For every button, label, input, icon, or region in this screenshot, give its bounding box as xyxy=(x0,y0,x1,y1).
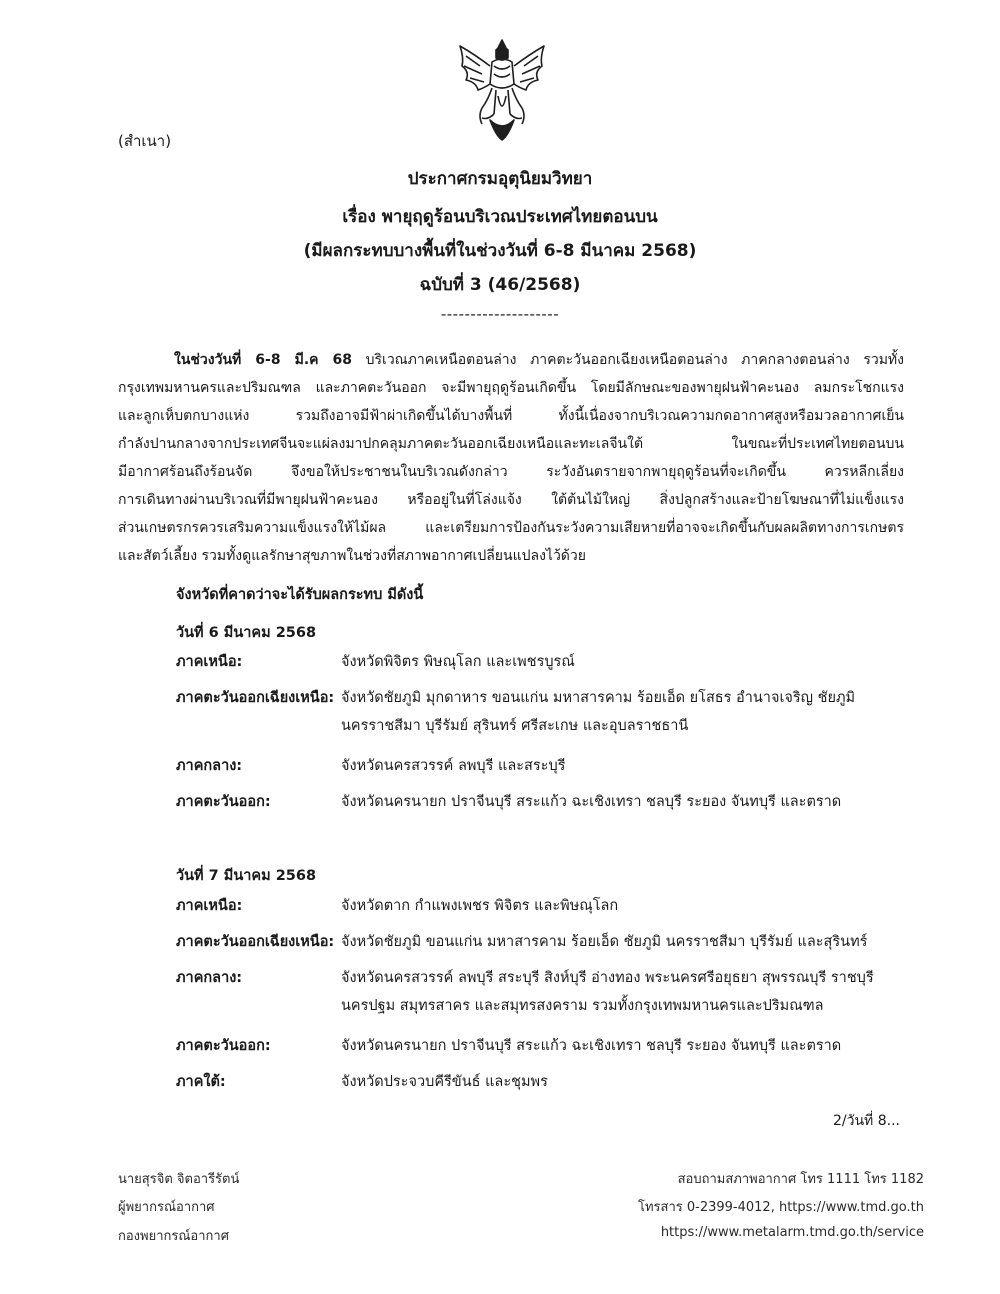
day7-north-label: ภาคเหนือ: xyxy=(176,898,243,914)
effect-period: (มีผลกระทบบางพื้นที่ในช่วงวันที่ 6-8 มีนาคม 2568) xyxy=(303,241,697,261)
body-line-4: กำลังปานกลางจากประเทศจีนจะแผ่ลงมาปกคลุมภาคตะวันออกเฉียงเหนือและทะเลจีนใต้ ในขณะที่ประเทศไทยตอนบน xyxy=(118,436,904,452)
day7-central-label: ภาคกลาง: xyxy=(176,970,243,986)
body-line-3: และลูกเห็บตกบางแห่ง รวมถึงอาจมีฟ้าผ่าเกิดขึ้นได้บางพื้นที่ ทั้งนี้เนื่องจากบริเวณความกดอากาศสูงหรือมวลอากาศเย็น xyxy=(118,408,904,424)
day7-east-label: ภาคตะวันออก: xyxy=(176,1038,271,1054)
body-line-6: การเดินทางผ่านบริเวณที่มีพายุฝนฟ้าคะนอง หรืออยู่ในที่โล่งแจ้ง ใต้ต้นไม้ใหญ่ สิ่งปลูกสร้างและป้ายโฆษณาที่ไม่แข็งแรง xyxy=(118,492,904,508)
footer-fax-website: โทรสาร 0-2399-4012, https://www.tmd.go.th xyxy=(638,1200,924,1215)
day6-date: วันที่ 6 มีนาคม 2568 xyxy=(176,625,317,641)
issue-number: ฉบับที่ 3 (46/2568) xyxy=(419,275,581,295)
day6-east-label: ภาคตะวันออก: xyxy=(176,794,271,810)
title-divider: -------------------- xyxy=(440,305,560,323)
day7-south-provinces: จังหวัดประจวบคีรีขันธ์ และชุมพร xyxy=(341,1074,548,1090)
day6-central-provinces: จังหวัดนครสวรรค์ ลพบุรี และสระบุรี xyxy=(341,758,566,774)
day7-northeast-label: ภาคตะวันออกเฉียงเหนือ: xyxy=(176,934,335,950)
affected-heading: จังหวัดที่คาดว่าจะได้รับผลกระทบ มีดังนี้ xyxy=(176,587,424,603)
body-line-5: มีอากาศร้อนถึงร้อนจัด จึงขอให้ประชาชนในบริเวณดังกล่าว ระวังอันตรายจากพายุฤดูร้อนที่จะเกิดขึ้น ควรหลีกเลี่ยง xyxy=(118,464,904,480)
day7-east-provinces: จังหวัดนครนายก ปราจีนบุรี สระแก้ว ฉะเชิงเทรา ชลบุรี ระยอง จันทบุรี และตราด xyxy=(341,1038,842,1054)
page-continuation: 2/วันที่ 8... xyxy=(833,1113,900,1129)
announcement-title: ประกาศกรมอุตุนิยมวิทยา xyxy=(407,169,593,189)
footer-division: กองพยากรณ์อากาศ xyxy=(118,1229,229,1244)
body-line-7: ส่วนเกษตรกรควรเสริมความแข็งแรงให้ไม้ผล และเตรียมการป้องกันระวังความเสียหายที่อาจจะเกิดขึ้นกับผลผลิตทางการเกษตร xyxy=(118,520,904,536)
day7-north-provinces: จังหวัดตาก กำแพงเพชร พิจิตร และพิษณุโลก xyxy=(341,898,619,914)
day7-south-label: ภาคใต้: xyxy=(176,1074,226,1090)
footer-service-link[interactable]: https://www.metalarm.tmd.go.th/service xyxy=(660,1225,924,1240)
day7-central-provinces-2: นครปฐม สมุทรสาคร และสมุทรสงคราม รวมทั้งกรุงเทพมหานครและปริมณฑล xyxy=(341,998,824,1014)
day7-northeast-provinces: จังหวัดชัยภูมิ ขอนแก่น มหาสารคาม ร้อยเอ็ด ชัยภูมิ นครราชสีมา บุรีรัมย์ และสุรินทร์ xyxy=(341,934,868,950)
body-line-8: และสัตว์เลี้ยง รวมทั้งดูแลรักษาสุขภาพในช่วงที่สภาพอากาศเปลี่ยนแปลงไว้ด้วย xyxy=(118,548,586,564)
garuda-emblem-icon xyxy=(452,36,552,146)
day6-east-provinces: จังหวัดนครนายก ปราจีนบุรี สระแก้ว ฉะเชิงเทรา ชลบุรี ระยอง จันทบุรี และตราด xyxy=(341,794,842,810)
footer-forecaster-name: นายสุรจิต จิตอารีรัตน์ xyxy=(118,1172,240,1187)
day6-northeast-provinces-2: นครราชสีมา บุรีรัมย์ สุรินทร์ ศรีสะเกษ และอุบลราชธานี xyxy=(341,718,689,734)
day7-central-provinces-1: จังหวัดนครสวรรค์ ลพบุรี สระบุรี สิงห์บุรี อ่างทอง พระนครศรีอยุธยา สุพรรณบุรี ราชบุรี xyxy=(341,970,874,986)
day7-date: วันที่ 7 มีนาคม 2568 xyxy=(176,868,317,884)
body-line-1-text: บริเวณภาคเหนือตอนล่าง ภาคตะวันออกเฉียงเหนือตอนล่าง ภาคกลางตอนล่าง รวมทั้ง xyxy=(352,352,904,368)
announcement-subject: เรื่อง พายุฤดูร้อนบริเวณประเทศไทยตอนบน xyxy=(342,207,658,227)
footer-phone: สอบถามสภาพอากาศ โทร 1111 โทร 1182 xyxy=(677,1172,924,1187)
day6-north-provinces: จังหวัดพิจิตร พิษณุโลก และเพชรบูรณ์ xyxy=(341,654,575,670)
body-line-2: กรุงเทพมหานครและปริมณฑล และภาคตะวันออก จะมีพายุฤดูร้อนเกิดขึ้น โดยมีลักษณะของพายุฝนฟ้าคะนอง ลมกระโชกแรง xyxy=(118,380,904,396)
day6-central-label: ภาคกลาง: xyxy=(176,758,243,774)
body-line-1 xyxy=(118,349,904,371)
body-lead: ในช่วงวันที่ 6-8 มี.ค 68 xyxy=(174,352,353,368)
copy-mark: (สำเนา) xyxy=(118,132,172,150)
day6-north-label: ภาคเหนือ: xyxy=(176,654,243,670)
day6-northeast-label: ภาคตะวันออกเฉียงเหนือ: xyxy=(176,690,335,706)
day6-northeast-provinces-1: จังหวัดชัยภูมิ มุกดาหาร ขอนแก่น มหาสารคาม ร้อยเอ็ด ยโสธร อำนาจเจริญ ชัยภูมิ xyxy=(341,690,856,706)
footer-forecaster-title: ผู้พยากรณ์อากาศ xyxy=(118,1200,215,1215)
